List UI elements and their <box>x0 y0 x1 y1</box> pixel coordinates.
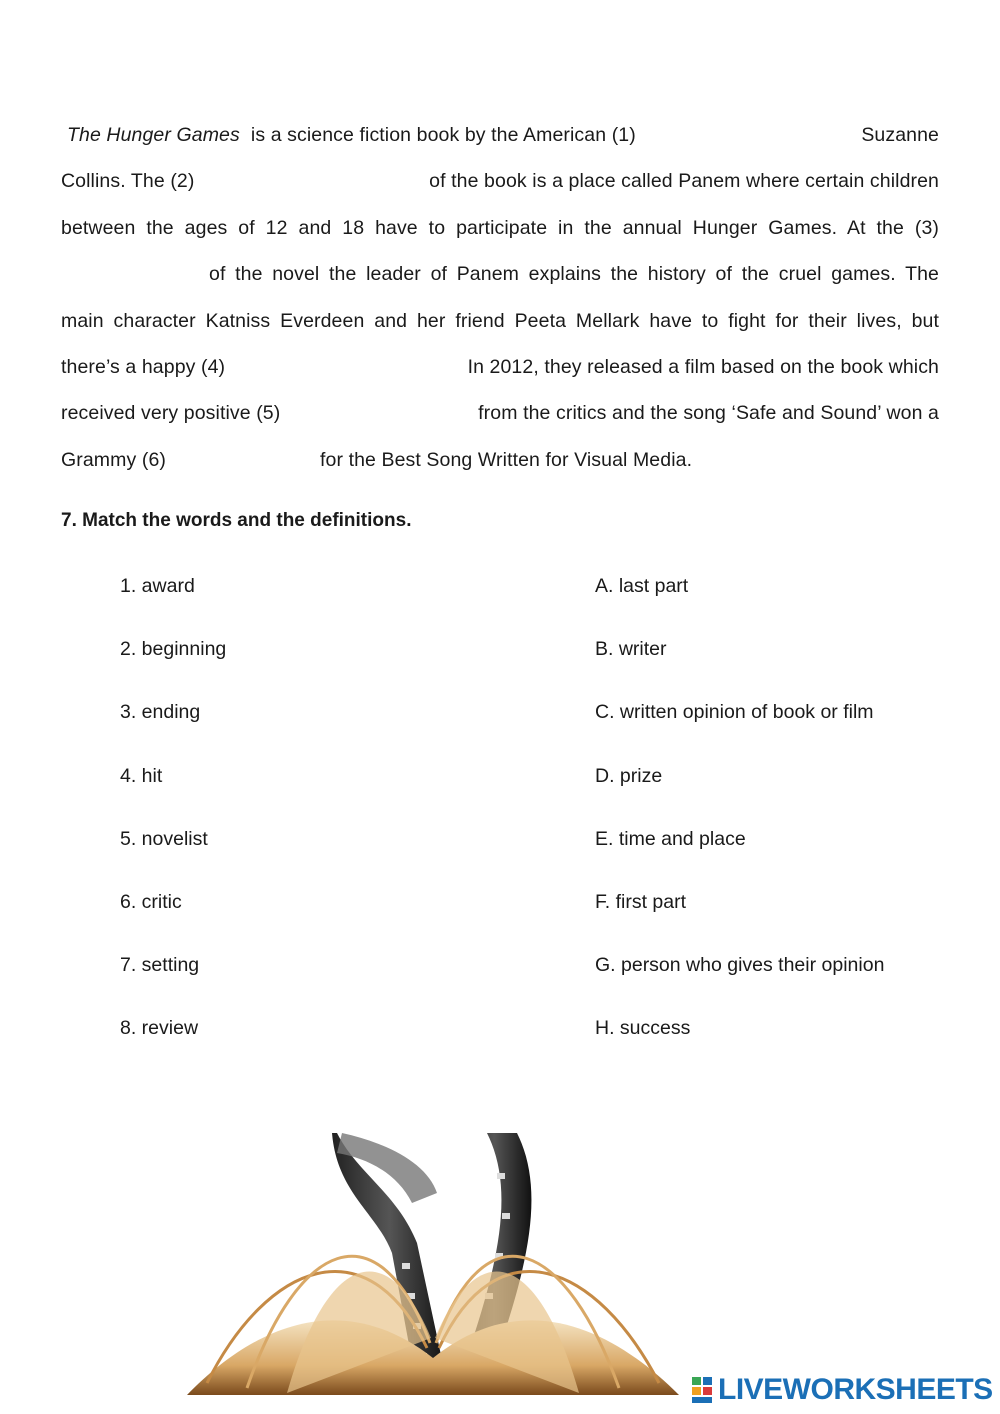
definition-item: H. success <box>595 1017 691 1040</box>
word-item: 8. review <box>120 1017 199 1040</box>
reading-paragraph <box>61 112 939 483</box>
liveworksheets-mark-icon <box>692 1375 714 1405</box>
logo-text: LIVEWORKSHEETS <box>718 1373 993 1406</box>
word-item: 3. ending <box>120 701 201 724</box>
open-book-film-strip-icon <box>187 1133 679 1395</box>
para-line-7: received very positive (5) from the critics and the song ‘Safe and Sound’ won a <box>61 402 939 425</box>
definition-item: F. first part <box>595 890 687 913</box>
exercise-title: 7. Match the words and the definitions. <box>61 510 412 531</box>
definition-item: B. writer <box>595 638 667 661</box>
para-line-5: main character Katniss Everdeen and her friend Peeta Mellark have to fight for their lives, but <box>61 309 939 332</box>
blank-1-answer-tail: Suzanne <box>861 124 939 146</box>
definition-item: D. prize <box>595 764 663 787</box>
definition-item: C. written opinion of book or film <box>595 701 874 724</box>
para-line-8: Grammy (6) for the Best Song Written for Visual Media. <box>61 448 693 471</box>
definition-item: G. person who gives their opinion <box>595 954 885 977</box>
para-line-3: between the ages of 12 and 18 have to participate in the annual Hunger Games. At the (3) <box>61 216 939 239</box>
word-item: 6. critic <box>120 890 182 913</box>
word-item: 5. novelist <box>120 827 208 850</box>
definition-item: E. time and place <box>595 827 746 850</box>
para-line-6: there’s a happy (4) In 2012, they released a film based on the book which <box>61 356 939 379</box>
word-item: 4. hit <box>120 764 163 787</box>
para-line-2: Collins. The (2) of the book is a place called Panem where certain children <box>61 170 939 193</box>
word-item: 2. beginning <box>120 638 227 661</box>
para-line-1: The Hunger Games is a science fiction book by the American (1) Suzanne <box>61 112 939 158</box>
definition-item: A. last part <box>595 575 689 597</box>
word-item: 7. setting <box>120 954 200 977</box>
definitions-column <box>595 573 884 1079</box>
words-column <box>120 573 226 1079</box>
book-title: The Hunger Games <box>67 124 240 146</box>
para-line-4: of the novel the leader of Panem explains the history of the cruel games. The <box>209 263 939 286</box>
liveworksheets-logo <box>692 1372 993 1408</box>
word-item: 1. award <box>120 575 195 597</box>
